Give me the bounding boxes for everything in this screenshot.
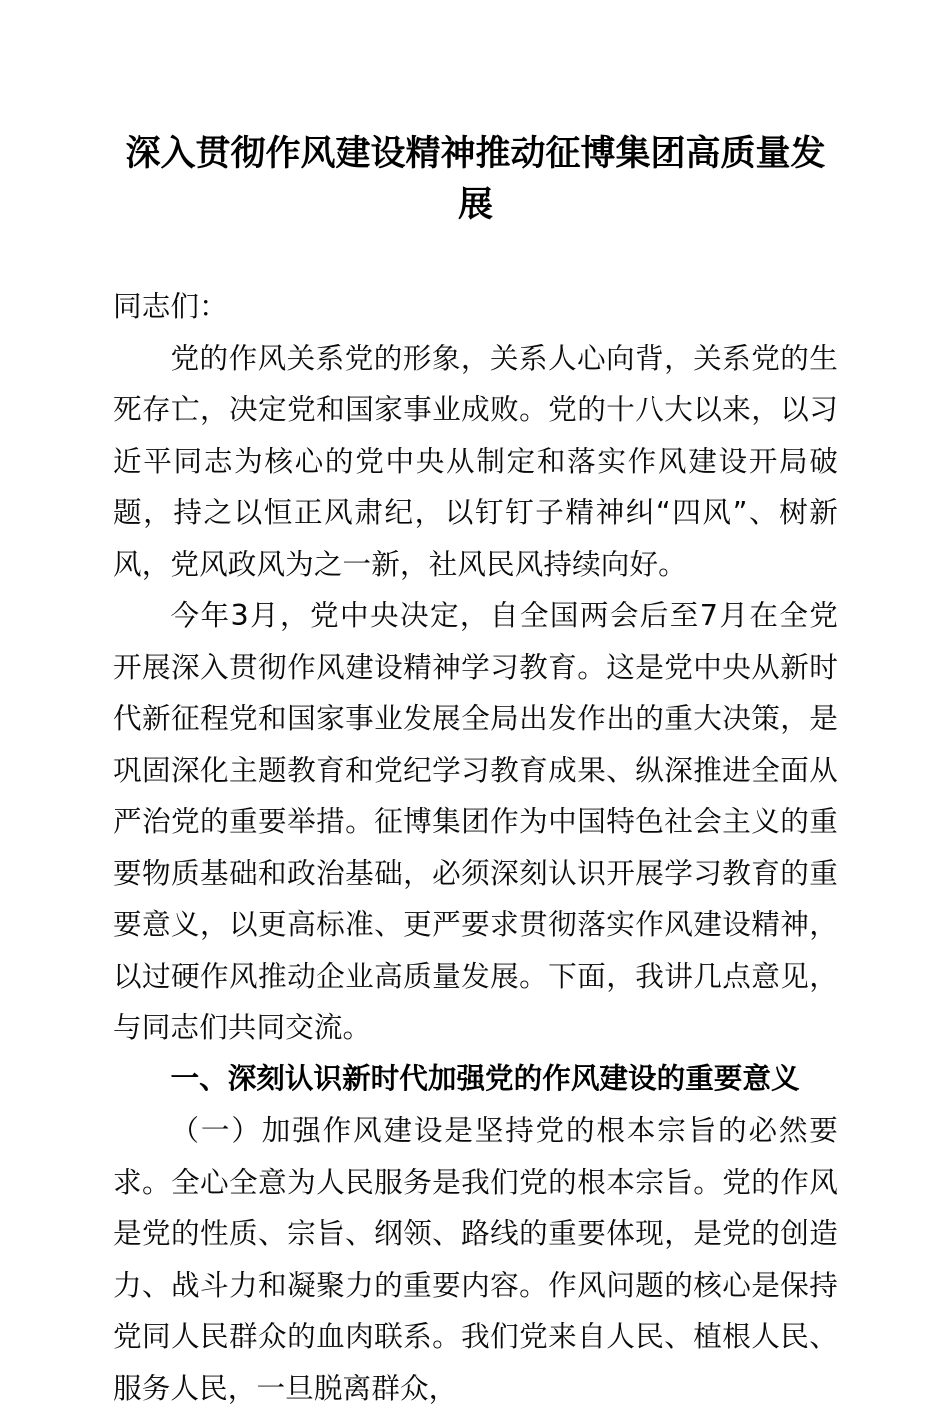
body-paragraph-1: 党的作风关系党的形象，关系人心向背，关系党的生死存亡，决定党和国家事业成败。党的十八大以来，以习近平同志为核心的党中央从制定和落实作风建设开局破题，持之以恒正风肃纪，以钉钉子精神纠“四风”、树新风，党风政风为之一新，社风民风持续向好。 bbox=[113, 340, 838, 581]
page-title: 深入贯彻作风建设精神推动征博集团高质量发展 bbox=[125, 133, 826, 225]
section-heading-1: 一、深刻认识新时代加强党的作风建设的重要意义 bbox=[170, 1062, 800, 1095]
document-body bbox=[113, 0, 838, 1414]
title-spacer bbox=[113, 230, 838, 281]
body-paragraph-2: 今年3月，党中央决定，自全国两会后至7月在全党开展深入贯彻作风建设精神学习教育。这是党中央从新时代新征程党和国家事业发展全局出发作出的重大决策，是巩固深化主题教育和党纪学习教育成果、纵深推进全面从严治党的重要举措。征博集团作为中国特色社会主义的重要物质基础和政治基础，必须深刻认识开展学习教育的重要意义，以更高标准、更严要求贯彻落实作风建设精神，以过硬作风推动企业高质量发展。下面，我讲几点意见，与同志们共同交流。 bbox=[113, 598, 838, 1044]
salutation: 同志们： bbox=[113, 289, 228, 323]
subsection-paragraph-1: （一）加强作风建设是坚持党的根本宗旨的必然要求。全心全意为人民服务是我们党的根本宗旨。党的作风是党的性质、宗旨、纲领、路线的重要体现，是党的创造力、战斗力和凝聚力的重要内容。作风问题的核心是保持党同人民群众的血肉联系。我们党来自人民、植根人民、服务人民，一旦脱离群众， bbox=[113, 1113, 838, 1405]
